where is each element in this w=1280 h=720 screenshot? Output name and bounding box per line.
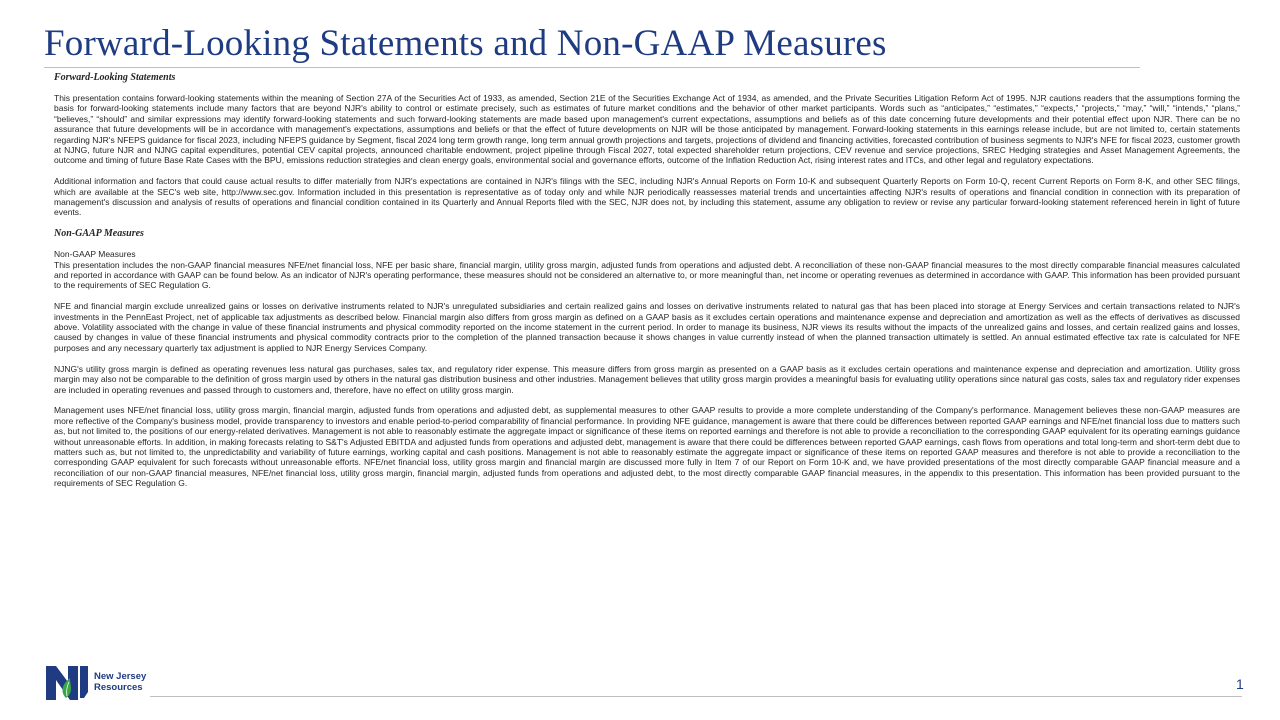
forward-looking-paragraph-2: Additional information and factors that could cause actual results to differ materially from NJR's expectations are contained in NJR's filings with the SEC, including NJR's Annual Reports on Form 10-K and subsequent Quarterly Reports on Form 10-Q, recent Current Reports on Form 8-K, and other SEC filings, which are available at the SEC's web site, http://www.sec.gov. Information included in this presentation is representative as of today only and while NJR periodically reassesses material trends and uncertainties affecting NJR's results of operations and financial condition in connection with its preparation of management's discussion and analysis of results of operations and financial condition contained in its Quarterly and Annual Reports filed with the SEC, NJR does not, by including this statement, assume any obligation to review or revise any particular forward-looking statement referenced herein in light of future events. [54,176,1240,218]
non-gaap-paragraph-4: Management uses NFE/net financial loss, utility gross margin, financial margin, adjusted funds from operations and adjusted debt, as supplemental measures to other GAAP results to provide a more complete understanding of the Company's performance. Management believes these non-GAAP measures are more reflective of the Company's business model, provide transparency to investors and enable period-to-period comparability of financial performance. In providing NFE guidance, management is aware that there could be differences between reported GAAP earnings and NFE/net financial loss due to matters such as, but not limited to, the positions of our energy-related derivatives. Management is not able to reasonably estimate the aggregate impact or significance of these items on reported earnings and therefore is not able to provide a reconciliation to the corresponding GAAP equivalent for its operating earnings guidance without unreasonable efforts. In addition, in making forecasts relating to S&T's Adjusted EBITDA and adjusted funds from operations and adjusted debt, management is aware that there could be differences between reported GAAP earnings, cash flows from operations and total long-term and short-term debt due to matters such as, but not limited to, the unpredictability and variability of future earnings, working capital and cash positions. Management is not able to reasonably estimate the aggregate impact or significance of these items on reported GAAP measures and therefore is not able to provide a reconciliation to the corresponding GAAP equivalent for such forecasts without unreasonable efforts. NFE/net financial loss, utility gross margin and financial margin are discussed more fully in Item 7 of our Report on Form 10-K and, we have provided presentations of the most directly comparable GAAP financial measure and a reconciliation of our non-GAAP financial measures, NFE/net financial loss, utility gross margin, financial margin, adjusted funds from operations and adjusted debt, to the most directly comparable GAAP financial measures, in the appendix to this presentation. This information has been provided pursuant to the requirements of SEC Regulation G. [54,405,1240,489]
footer-divider [150,696,1242,697]
non-gaap-heading: Non-GAAP Measures [54,228,144,240]
non-gaap-paragraph-3: NJNG's utility gross margin is defined as operating revenues less natural gas purchases, sales tax, and regulatory rider expense. This measure differs from gross margin as presented on a GAAP basis as it excludes certain operations and maintenance expense and depreciation and amortization. Utility gross margin may also not be comparable to the definition of gross margin used by others in the natural gas distribution business and other industries. Management believes that utility gross margin provides a meaningful basis for evaluating utility operations since natural gas costs, sales tax and regulatory rider expenses are included in operating revenues and passed through to customers and, therefore, have no effect on utility gross margin. [54,363,1240,395]
forward-looking-paragraph-1: This presentation contains forward-looking statements within the meaning of Section 27A of the Securities Act of 1933, as amended, Section 21E of the Securities Exchange Act of 1934, as amended, and the Private Securities Litigation Reform Act of 1995. NJR cautions readers that the assumptions forming the basis for forward-looking statements include many factors that are beyond NJR's ability to control or estimate precisely, such as estimates of future market conditions and the behavior of other market participants. Words such as “anticipates,” “estimates,” “expects,” “projects,” “may,” “will,” “intends,” “plans,” “believes,” “should” and similar expressions may identify forward-looking statements and such forward-looking statements are made based upon management's current expectations, assumptions and beliefs as of this date concerning future developments and their potential effect upon NJR. There can be no assurance that future developments will be in accordance with management's expectations, assumptions and beliefs or that the effect of future developments on NJR will be those anticipated by management. Forward-looking statements in this earnings release include, but are not limited to, certain statements regarding NJR's NFEPS guidance for fiscal 2023, including NFEPS guidance by Segment, fiscal 2024 long term growth range, long term annual growth projections and targets, projections of dividend and financing activities, forecasted contribution of business segments to NJR's NFE for fiscal 2023, customer growth at NJNG, future NJR and NJNG capital expenditures, potential CEV capital projects, announced charitable endowment, project pipeline through Fiscal 2027, total expected shareholder return projections, CEV revenue and service projections, SREC Hedging strategies and Asset Management Agreements, the outcome and timing of future Base Rate Cases with the BPU, emissions reduction strategies and clean energy goals, environmental social and governance efforts, outcome of the Inflation Reduction Act, rising interest rates and ITCs, and other legal and regulatory expectations. [54,93,1240,166]
logo-line-1: New Jersey [94,671,147,682]
non-gaap-paragraph-2: NFE and financial margin exclude unrealized gains or losses on derivative instruments related to NJR's unregulated subsidiaries and certain realized gains and losses on derivative instruments related to natural gas that has been placed into storage at Energy Services and certain transactions related to NJR's investments in the PennEast Project, net of applicable tax adjustments as described below. Financial margin also differs from gross margin as defined on a GAAP basis as it excludes certain operations and maintenance expense and depreciation and amortization as well as the effects of derivatives as discussed above. Volatility associated with the change in value of these financial instruments and physical commodity reported on the income statement in the current period. In order to manage its business, NJR views its results without the impacts of the unrealized gains and losses, and certain realized gains and losses, caused by changes in value of these financial instruments and physical commodity contracts prior to the completion of the planned transaction because it shows changes in value currently instead of when the planned transaction ultimately is settled. An annual estimated effective tax rate is calculated for NFE purposes and any necessary quarterly tax adjustment is applied to NJR Energy Services Company. [54,301,1240,353]
logo-line-2: Resources [94,681,143,693]
non-gaap-subheading: Non-GAAP Measures [54,249,136,260]
logo-wordmark [94,672,146,693]
content-body [54,72,1240,499]
title-divider [44,67,1140,68]
non-gaap-paragraph-1: This presentation includes the non-GAAP financial measures NFE/net financial loss, NFE per basic share, financial margin, utility gross margin, adjusted funds from operations and adjusted debt. A reconciliation of these non-GAAP financial measures to the most directly comparable financial measures calculated and reported in accordance with GAAP can be found below. As an indicator of NJR's operating performance, these measures should not be considered an alternative to, or more meaningful than, net income or operating revenues as determined in accordance with GAAP. This information has been provided pursuant to the requirements of SEC Regulation G. [54,259,1240,291]
nj-logo-icon [44,662,90,702]
page-title: Forward-Looking Statements and Non-GAAP Measures [44,23,887,64]
page-number: 1 [1236,676,1244,692]
forward-looking-heading: Forward-Looking Statements [54,72,176,83]
